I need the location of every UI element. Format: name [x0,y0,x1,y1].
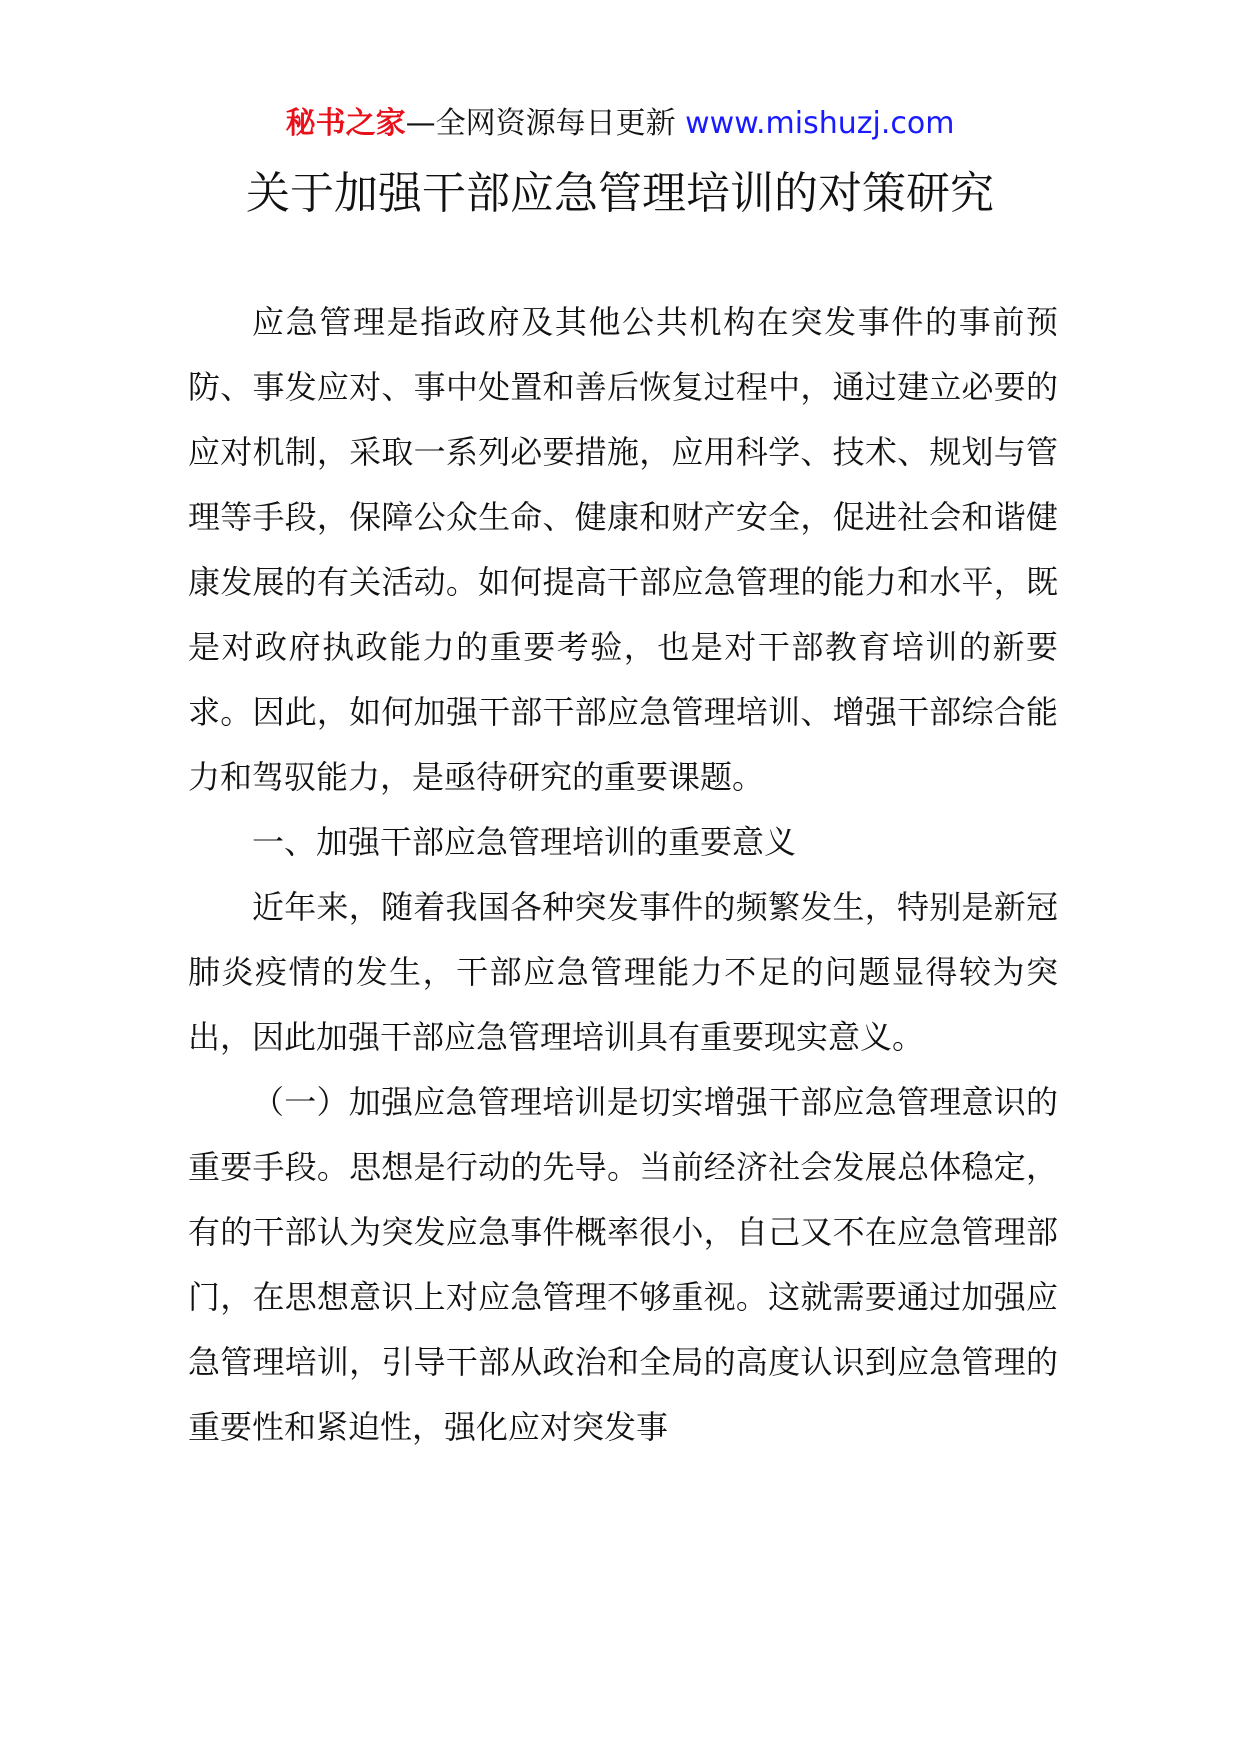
paragraph-intro: 应急管理是指政府及其他公共机构在突发事件的事前预防、事发应对、事中处置和善后恢复过程中，通过建立必要的应对机制，采取一系列必要措施，应用科学、技术、规划与管理等手段，保障公众生命、健康和财产安全，促进社会和谐健康发展的有关活动。如何提高干部应急管理的能力和水平，既是对政府执政能力的重要考验，也是对干部教育培训的新要求。因此，如何加强干部干部应急管理培训、增强干部综合能力和驾驭能力，是亟待研究的重要课题。 [188,303,1058,796]
document-body [188,290,1058,1460]
site-url-link[interactable]: www.mishuzj.com [685,106,955,141]
document-title: 关于加强干部应急管理培训的对策研究 [246,168,994,219]
paragraph-subsection-1: （一）加强应急管理培训是切实增强干部应急管理意识的重要手段。思想是行动的先导。当前经济社会发展总体稳定，有的干部认为突发应急事件概率很小，自己又不在应急管理部门，在思想意识上对应急管理不够重视。这就需要通过加强应急管理培训，引导干部从政治和全局的高度认识到应急管理的重要性和紧迫性，强化应对突发事 [188,1083,1058,1446]
site-brand: 秘书之家 [285,106,406,141]
paragraph-section-1: 近年来，随着我国各种突发事件的频繁发生，特别是新冠肺炎疫情的发生，干部应急管理能力不足的问题显得较为突出，因此加强干部应急管理培训具有重要现实意义。 [188,888,1058,1056]
site-tagline: —全网资源每日更新 [405,106,676,141]
site-header [0,104,1240,144]
section-heading-1: 一、加强干部应急管理培训的重要意义 [252,823,797,861]
